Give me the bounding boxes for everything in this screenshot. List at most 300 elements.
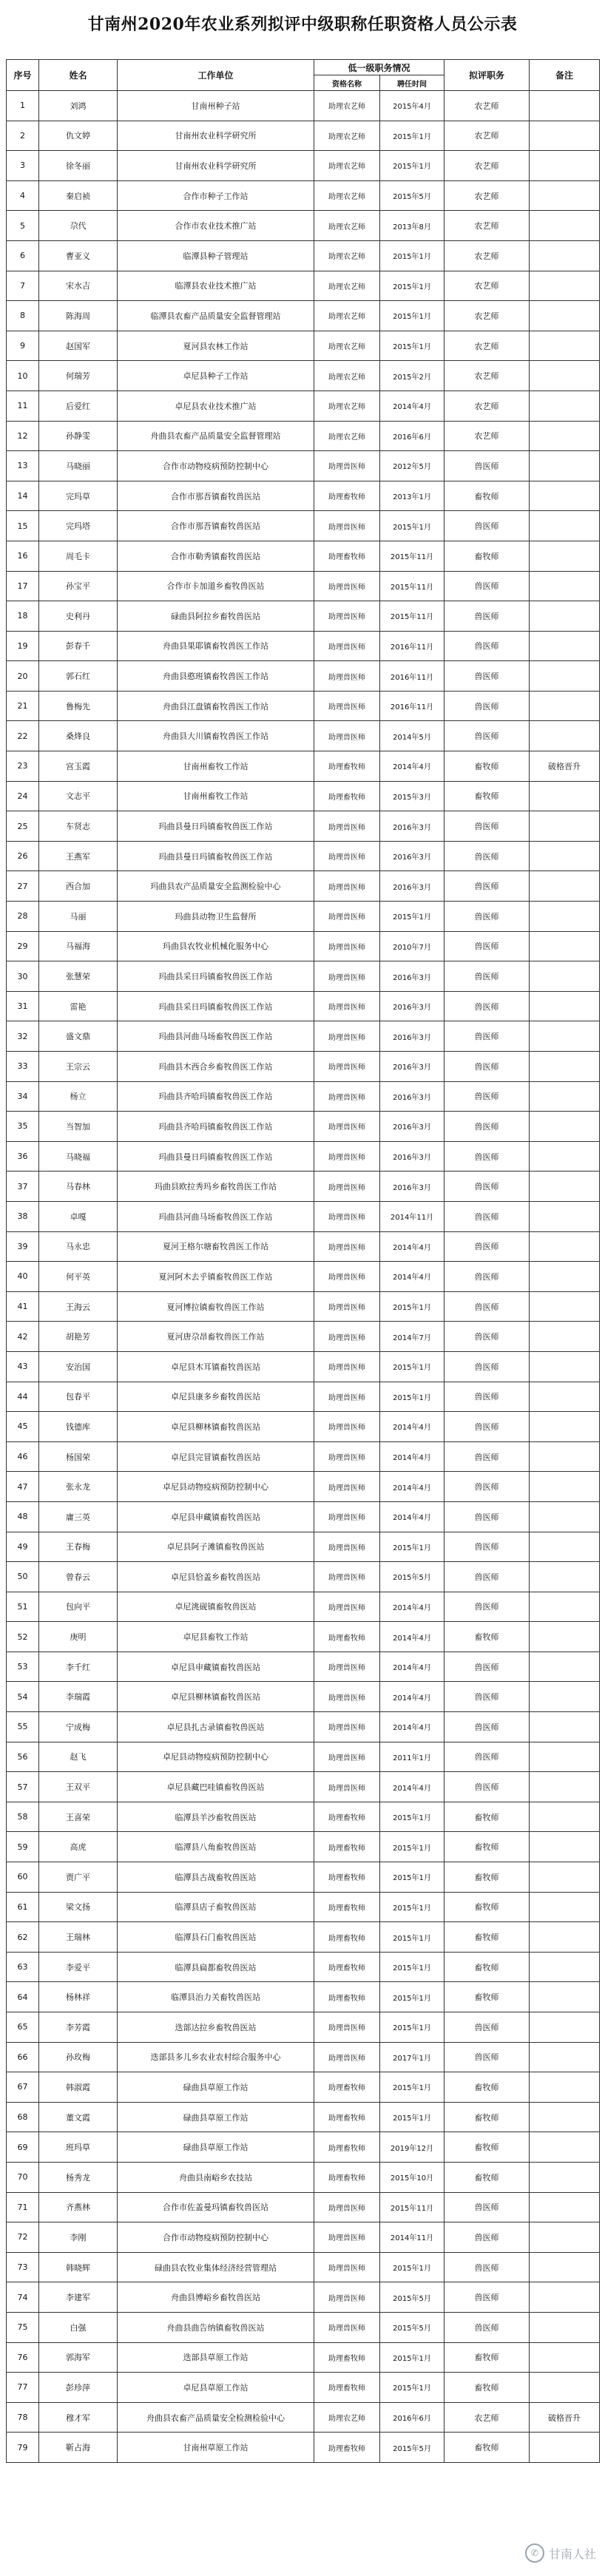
row-qualification: 助理农艺师	[314, 301, 380, 331]
row-unit: 临潭县八角畜牧兽医站	[118, 1832, 314, 1862]
row-name: 彭春千	[39, 631, 118, 661]
row-appoint-time: 2016年11月	[380, 691, 445, 721]
row-proposed-title: 畜牧师	[445, 2342, 530, 2373]
row-qualification: 助理兽医师	[314, 451, 380, 481]
row-qualification: 助理兽医师	[314, 571, 380, 601]
row-appoint-time: 2014年4月	[380, 1622, 445, 1652]
row-seq: 64	[7, 1982, 39, 2012]
row-note	[530, 180, 600, 211]
row-seq: 38	[7, 1201, 39, 1231]
row-proposed-title: 兽医师	[445, 2012, 530, 2043]
row-seq: 66	[7, 2042, 39, 2072]
row-seq: 76	[7, 2342, 39, 2373]
row-note	[530, 781, 600, 811]
table-row	[7, 1592, 600, 1622]
table-row	[7, 2192, 600, 2222]
row-qualification: 助理畜牧师	[314, 481, 380, 511]
row-qualification: 助理畜牧师	[314, 1862, 380, 1893]
row-appoint-time: 2014年11月	[380, 1201, 445, 1231]
row-name: 刘鸿	[39, 91, 118, 121]
table-row	[7, 2402, 600, 2433]
row-unit: 舟曲县博峪乡畜牧兽医站	[118, 2282, 314, 2313]
row-name: 杨秀龙	[39, 2162, 118, 2192]
table-row	[7, 1772, 600, 1802]
row-qualification: 助理兽医师	[314, 1592, 380, 1622]
row-unit: 夏河王格尔塘畜牧兽医工作站	[118, 1231, 314, 1262]
table-row	[7, 1141, 600, 1172]
row-appoint-time: 2015年1月	[380, 2252, 445, 2282]
row-unit: 玛曲县采日玛镇畜牧兽医工作站	[118, 991, 314, 1021]
row-note	[530, 931, 600, 961]
row-appoint-time: 2015年5月	[380, 2433, 445, 2463]
row-note	[530, 902, 600, 932]
row-unit: 临潭县店子畜牧兽医站	[118, 1892, 314, 1922]
row-qualification: 助理兽医师	[314, 2252, 380, 2282]
row-proposed-title: 兽医师	[445, 661, 530, 692]
row-seq: 33	[7, 1052, 39, 1082]
table-row	[7, 1322, 600, 1352]
row-name: 后爱红	[39, 391, 118, 421]
row-seq: 68	[7, 2102, 39, 2132]
row-name: 桑烽良	[39, 721, 118, 751]
row-seq: 48	[7, 1501, 39, 1532]
row-qualification: 助理兽医师	[314, 931, 380, 961]
row-proposed-title: 兽医师	[445, 1592, 530, 1622]
row-qualification: 助理兽医师	[314, 1172, 380, 1202]
row-proposed-title: 兽医师	[445, 871, 530, 902]
row-unit: 玛曲县齐哈玛镇畜牧兽医工作站	[118, 1081, 314, 1112]
table-row	[7, 2042, 600, 2072]
row-qualification: 助理农艺师	[314, 180, 380, 211]
row-seq: 73	[7, 2252, 39, 2282]
row-name: 彭珍萍	[39, 2373, 118, 2403]
row-name: 仇文婷	[39, 121, 118, 151]
wechat-icon: ✆	[525, 2543, 544, 2563]
row-qualification: 助理畜牧师	[314, 2132, 380, 2163]
row-name: 梁文扬	[39, 1892, 118, 1922]
table-row	[7, 151, 600, 181]
row-unit: 舟曲县曲告纳镇畜牧兽医站	[118, 2312, 314, 2342]
row-note	[530, 1622, 600, 1652]
row-note	[530, 1141, 600, 1172]
table-row	[7, 781, 600, 811]
row-proposed-title: 兽医师	[445, 1382, 530, 1412]
row-proposed-title: 农艺师	[445, 211, 530, 241]
row-note	[530, 1382, 600, 1412]
row-name: 李芳霞	[39, 2012, 118, 2043]
row-qualification: 助理兽医师	[314, 1201, 380, 1231]
row-proposed-title: 畜牧师	[445, 2132, 530, 2163]
table-row	[7, 2373, 600, 2403]
row-qualification: 助理兽医师	[314, 961, 380, 992]
row-note	[530, 631, 600, 661]
row-seq: 60	[7, 1862, 39, 1893]
row-unit: 玛曲县河曲马场畜牧兽医工作站	[118, 1021, 314, 1052]
row-qualification: 助理畜牧师	[314, 781, 380, 811]
row-seq: 25	[7, 811, 39, 842]
table-row	[7, 1742, 600, 1772]
row-unit: 合作市那吾镇畜牧兽医站	[118, 511, 314, 541]
row-note	[530, 91, 600, 121]
row-note	[530, 571, 600, 601]
row-unit: 夏河唐尕昂畜牧兽医工作站	[118, 1322, 314, 1352]
row-unit: 玛曲县曼日玛镇畜牧兽医工作站	[118, 841, 314, 871]
row-appoint-time: 2016年11月	[380, 631, 445, 661]
row-proposed-title: 兽医师	[445, 1351, 530, 1382]
row-note	[530, 1412, 600, 1442]
row-unit: 卓尼县种子工作站	[118, 361, 314, 391]
row-qualification: 助理农艺师	[314, 361, 380, 391]
row-note	[530, 1592, 600, 1622]
table-row	[7, 1802, 600, 1832]
table-row	[7, 481, 600, 511]
row-appoint-time: 2015年5月	[380, 2282, 445, 2313]
row-note	[530, 2433, 600, 2463]
row-note	[530, 1291, 600, 1322]
row-note	[530, 511, 600, 541]
row-appoint-time: 2015年1月	[380, 121, 445, 151]
row-unit: 碌曲县草原工作站	[118, 2132, 314, 2163]
row-unit: 卓尼县木耳镇畜牧兽医站	[118, 1351, 314, 1382]
row-unit: 玛曲县齐哈玛镇畜牧兽医工作站	[118, 1112, 314, 1142]
table-row	[7, 2132, 600, 2163]
row-appoint-time: 2014年4月	[380, 751, 445, 782]
row-unit: 迭部县草原工作站	[118, 2342, 314, 2373]
row-note	[530, 121, 600, 151]
row-note	[530, 991, 600, 1021]
row-seq: 41	[7, 1291, 39, 1322]
row-seq: 40	[7, 1262, 39, 1292]
table-row	[7, 91, 600, 121]
row-note	[530, 1802, 600, 1832]
table-row	[7, 1472, 600, 1502]
table-row	[7, 691, 600, 721]
row-proposed-title: 兽医师	[445, 1052, 530, 1082]
row-unit: 玛曲县木西合乡畜牧兽医工作站	[118, 1052, 314, 1082]
table-row	[7, 240, 600, 271]
row-seq: 61	[7, 1892, 39, 1922]
table-row	[7, 1501, 600, 1532]
row-seq: 51	[7, 1592, 39, 1622]
table-row	[7, 1532, 600, 1562]
row-seq: 70	[7, 2162, 39, 2192]
header-name: 姓名	[39, 60, 118, 91]
row-name: 王海云	[39, 1291, 118, 1322]
row-seq: 26	[7, 841, 39, 871]
row-seq: 56	[7, 1742, 39, 1772]
row-unit: 卓尼县阿子滩镇畜牧兽医站	[118, 1532, 314, 1562]
row-appoint-time: 2014年4月	[380, 1472, 445, 1502]
row-proposed-title: 兽医师	[445, 691, 530, 721]
row-qualification: 助理兽医师	[314, 1472, 380, 1502]
row-appoint-time: 2014年4月	[380, 1772, 445, 1802]
table-row	[7, 661, 600, 692]
row-appoint-time: 2014年4月	[380, 1231, 445, 1262]
row-proposed-title: 农艺师	[445, 421, 530, 451]
row-name: 庚明	[39, 1622, 118, 1652]
row-qualification: 助理兽医师	[314, 1351, 380, 1382]
row-note	[530, 2342, 600, 2373]
row-proposed-title: 农艺师	[445, 331, 530, 361]
row-proposed-title: 兽医师	[445, 571, 530, 601]
table-row	[7, 2282, 600, 2313]
row-seq: 3	[7, 151, 39, 181]
row-qualification: 助理农艺师	[314, 421, 380, 451]
row-proposed-title: 兽医师	[445, 1262, 530, 1292]
row-name: 陈海周	[39, 301, 118, 331]
row-proposed-title: 农艺师	[445, 151, 530, 181]
row-note	[530, 1262, 600, 1292]
row-proposed-title: 兽医师	[445, 1112, 530, 1142]
row-qualification: 助理兽医师	[314, 1231, 380, 1262]
table-row	[7, 841, 600, 871]
row-proposed-title: 兽医师	[445, 1081, 530, 1112]
row-unit: 玛曲县动物卫生监督所	[118, 902, 314, 932]
row-appoint-time: 2015年5月	[380, 2312, 445, 2342]
row-name: 包向平	[39, 1592, 118, 1622]
row-name: 车贤志	[39, 811, 118, 842]
row-name: 张永龙	[39, 1472, 118, 1502]
row-seq: 20	[7, 661, 39, 692]
row-qualification: 助理兽医师	[314, 2312, 380, 2342]
row-proposed-title: 畜牧师	[445, 2072, 530, 2103]
row-unit: 甘南州农业科学研究所	[118, 151, 314, 181]
row-name: 靳占海	[39, 2433, 118, 2463]
header-lower-position: 低一级职务情况	[314, 60, 445, 75]
row-qualification: 助理兽医师	[314, 1291, 380, 1322]
watermark-text: 甘南人社	[548, 2546, 596, 2561]
row-qualification: 助理兽医师	[314, 1652, 380, 1682]
row-seq: 15	[7, 511, 39, 541]
row-seq: 11	[7, 391, 39, 421]
row-proposed-title: 兽医师	[445, 1172, 530, 1202]
row-seq: 63	[7, 1952, 39, 1982]
row-appoint-time: 2014年5月	[380, 721, 445, 751]
row-note: 破格晋升	[530, 2402, 600, 2433]
row-appoint-time: 2010年7月	[380, 931, 445, 961]
row-name: 钱德库	[39, 1412, 118, 1442]
row-unit: 合作市农业技术推广站	[118, 211, 314, 241]
row-qualification: 助理畜牧师	[314, 1622, 380, 1652]
row-proposed-title: 畜牧师	[445, 2373, 530, 2403]
row-qualification: 助理兽医师	[314, 902, 380, 932]
row-appoint-time: 2015年11月	[380, 571, 445, 601]
row-qualification: 助理畜牧师	[314, 751, 380, 782]
row-seq: 23	[7, 751, 39, 782]
row-seq: 6	[7, 240, 39, 271]
row-proposed-title: 兽医师	[445, 1021, 530, 1052]
row-seq: 49	[7, 1532, 39, 1562]
row-seq: 45	[7, 1412, 39, 1442]
row-unit: 合作市动物疫病预防控制中心	[118, 2222, 314, 2253]
row-note	[530, 481, 600, 511]
row-appoint-time: 2015年2月	[380, 361, 445, 391]
row-seq: 24	[7, 781, 39, 811]
row-name: 何平英	[39, 1262, 118, 1292]
row-note	[530, 1532, 600, 1562]
row-seq: 36	[7, 1141, 39, 1172]
row-appoint-time: 2015年1月	[380, 1802, 445, 1832]
row-qualification: 助理农艺师	[314, 2402, 380, 2433]
row-proposed-title: 畜牧师	[445, 1892, 530, 1922]
row-note	[530, 1562, 600, 1592]
row-name: 韩晓辉	[39, 2252, 118, 2282]
row-name: 齐燕林	[39, 2192, 118, 2222]
row-proposed-title: 兽医师	[445, 841, 530, 871]
row-note	[530, 961, 600, 992]
row-name: 白强	[39, 2312, 118, 2342]
row-appoint-time: 2016年3月	[380, 841, 445, 871]
row-name: 高虎	[39, 1832, 118, 1862]
row-proposed-title: 兽医师	[445, 1441, 530, 1472]
row-proposed-title: 畜牧师	[445, 2162, 530, 2192]
row-seq: 44	[7, 1382, 39, 1412]
row-name: 曹亚义	[39, 240, 118, 271]
row-seq: 42	[7, 1322, 39, 1352]
row-name: 孙宝平	[39, 571, 118, 601]
row-name: 马晓丽	[39, 451, 118, 481]
row-seq: 62	[7, 1922, 39, 1953]
row-unit: 甘南州农业科学研究所	[118, 121, 314, 151]
row-note	[530, 811, 600, 842]
row-unit: 碌曲县草原工作站	[118, 2102, 314, 2132]
row-appoint-time: 2015年1月	[380, 240, 445, 271]
row-name: 杨国荣	[39, 1441, 118, 1472]
row-unit: 卓尼县藏巴哇镇畜牧兽医站	[118, 1772, 314, 1802]
row-qualification: 助理兽医师	[314, 1412, 380, 1442]
row-seq: 29	[7, 931, 39, 961]
row-appoint-time: 2014年11月	[380, 2222, 445, 2253]
row-seq: 72	[7, 2222, 39, 2253]
row-name: 穆才军	[39, 2402, 118, 2433]
row-appoint-time: 2016年3月	[380, 1112, 445, 1142]
row-unit: 甘南州畜牧工作站	[118, 751, 314, 782]
row-note	[530, 691, 600, 721]
table-row	[7, 811, 600, 842]
row-qualification: 助理兽医师	[314, 871, 380, 902]
row-note	[530, 1231, 600, 1262]
row-qualification: 助理兽医师	[314, 1682, 380, 1712]
row-proposed-title: 兽医师	[445, 1501, 530, 1532]
row-qualification: 助理兽医师	[314, 1501, 380, 1532]
row-name: 王宗云	[39, 1052, 118, 1082]
row-qualification: 助理兽医师	[314, 1562, 380, 1592]
row-note	[530, 1712, 600, 1742]
row-unit: 卓尼县扎古录镇畜牧兽医站	[118, 1712, 314, 1742]
row-appoint-time: 2015年1月	[380, 1291, 445, 1322]
row-note	[530, 2373, 600, 2403]
row-appoint-time: 2014年4月	[380, 1592, 445, 1622]
row-seq: 4	[7, 180, 39, 211]
row-qualification: 助理兽医师	[314, 1742, 380, 1772]
row-unit: 卓尼县畜牧工作站	[118, 1622, 314, 1652]
table-row	[7, 2252, 600, 2282]
row-qualification: 助理兽医师	[314, 1141, 380, 1172]
row-appoint-time: 2016年6月	[380, 2402, 445, 2433]
row-unit: 玛曲县欧拉秀玛乡畜牧兽医工作站	[118, 1172, 314, 1202]
row-appoint-time: 2015年1月	[380, 331, 445, 361]
row-note	[530, 2072, 600, 2103]
row-unit: 舟曲县果耶镇畜牧兽医工作站	[118, 631, 314, 661]
row-seq: 9	[7, 331, 39, 361]
row-note	[530, 1322, 600, 1352]
row-name: 盛文鼎	[39, 1021, 118, 1052]
row-unit: 夏河博拉镇畜牧兽医工作站	[118, 1291, 314, 1322]
row-appoint-time: 2015年1月	[380, 1982, 445, 2012]
table-row	[7, 121, 600, 151]
table-row	[7, 1231, 600, 1262]
row-appoint-time: 2014年4月	[380, 391, 445, 421]
table-row	[7, 2222, 600, 2253]
row-name: 宋水吉	[39, 271, 118, 301]
row-note	[530, 361, 600, 391]
row-unit: 迭部县多儿乡农业农村综合服务中心	[118, 2042, 314, 2072]
row-name: 马晓福	[39, 1141, 118, 1172]
row-proposed-title: 畜牧师	[445, 481, 530, 511]
row-seq: 55	[7, 1712, 39, 1742]
row-name: 当智加	[39, 1112, 118, 1142]
candidate-table	[6, 59, 600, 2463]
row-proposed-title: 兽医师	[445, 2312, 530, 2342]
row-appoint-time: 2015年1月	[380, 2072, 445, 2103]
header-qualification: 资格名称	[314, 75, 380, 91]
row-name: 西合加	[39, 871, 118, 902]
row-name: 庸三英	[39, 1501, 118, 1532]
row-unit: 夏河县农林工作站	[118, 331, 314, 361]
row-qualification: 助理兽医师	[314, 2012, 380, 2043]
row-qualification: 助理农艺师	[314, 151, 380, 181]
table-row	[7, 301, 600, 331]
row-note	[530, 2042, 600, 2072]
header-seq: 序号	[7, 60, 39, 91]
row-appoint-time: 2016年3月	[380, 1172, 445, 1202]
row-proposed-title: 兽医师	[445, 1532, 530, 1562]
row-seq: 10	[7, 361, 39, 391]
row-note	[530, 2162, 600, 2192]
row-unit: 临潭县种子管理站	[118, 240, 314, 271]
table-row	[7, 902, 600, 932]
table-row	[7, 1922, 600, 1953]
table-row	[7, 751, 600, 782]
table-body	[7, 91, 600, 2463]
row-seq: 65	[7, 2012, 39, 2043]
row-proposed-title: 畜牧师	[445, 781, 530, 811]
row-note	[530, 841, 600, 871]
row-proposed-title: 畜牧师	[445, 1982, 530, 2012]
row-name: 王瑞林	[39, 1922, 118, 1953]
row-seq: 2	[7, 121, 39, 151]
row-name: 王春梅	[39, 1532, 118, 1562]
row-note	[530, 1652, 600, 1682]
row-proposed-title: 兽医师	[445, 811, 530, 842]
row-proposed-title: 兽医师	[445, 1742, 530, 1772]
row-appoint-time: 2017年1月	[380, 2042, 445, 2072]
row-seq: 1	[7, 91, 39, 121]
row-proposed-title: 兽医师	[445, 2042, 530, 2072]
row-appoint-time: 2015年1月	[380, 301, 445, 331]
row-unit: 卓尼县柳林镇畜牧兽医站	[118, 1682, 314, 1712]
row-appoint-time: 2014年4月	[380, 1682, 445, 1712]
row-note	[530, 2192, 600, 2222]
row-appoint-time: 2015年3月	[380, 781, 445, 811]
row-appoint-time: 2015年1月	[380, 1832, 445, 1862]
row-seq: 17	[7, 571, 39, 601]
row-qualification: 助理兽医师	[314, 1081, 380, 1112]
row-seq: 75	[7, 2312, 39, 2342]
row-note	[530, 871, 600, 902]
row-unit: 合作市卡加道乡畜牧兽医站	[118, 571, 314, 601]
row-unit: 迭部达拉乡畜牧兽医站	[118, 2012, 314, 2043]
